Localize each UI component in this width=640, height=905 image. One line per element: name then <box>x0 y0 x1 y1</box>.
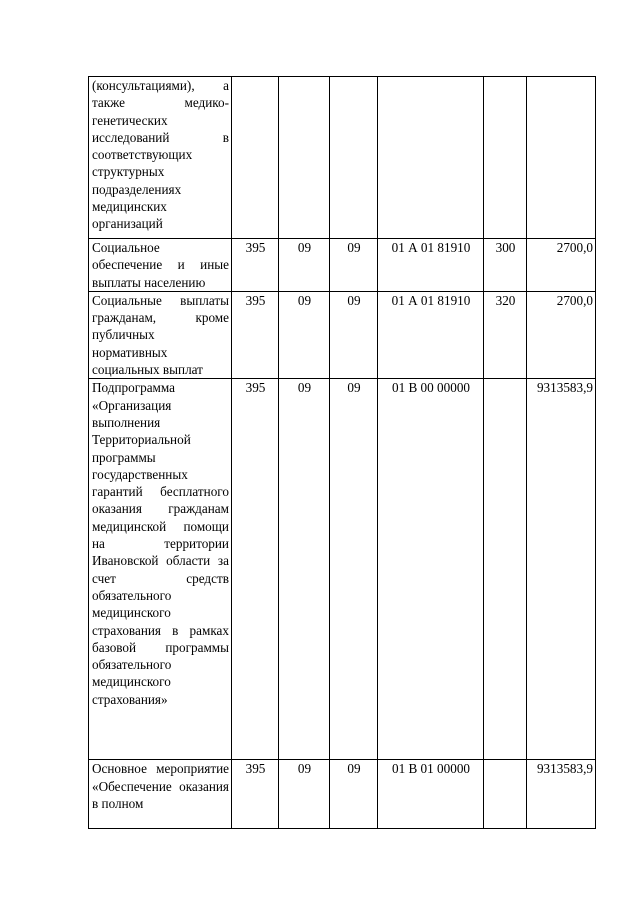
row-podrazdel-cell: 09 <box>330 291 378 378</box>
row-vr-cell <box>484 760 527 829</box>
row-csr-cell: 01 А 01 81910 <box>378 291 484 378</box>
budget-table <box>88 76 596 829</box>
table-row <box>89 77 596 239</box>
row-name-cell: Основное мероприятие «Обеспечение оказания в полном <box>89 760 232 829</box>
row-grbs-cell: 395 <box>232 291 279 378</box>
row-vr-cell <box>484 77 527 239</box>
row-razdel-cell: 09 <box>279 291 330 378</box>
row-csr-cell <box>378 77 484 239</box>
row-grbs-cell: 395 <box>232 239 279 292</box>
row-podrazdel-cell: 09 <box>330 239 378 292</box>
row-podrazdel-cell <box>330 77 378 239</box>
row-vr-cell: 300 <box>484 239 527 292</box>
row-name-cell: Социальное обеспечение и иные выплаты населению <box>89 239 232 292</box>
row-razdel-cell: 09 <box>279 379 330 760</box>
row-vr-cell: 320 <box>484 291 527 378</box>
row-csr-cell: 01 В 01 00000 <box>378 760 484 829</box>
row-csr-cell: 01 В 00 00000 <box>378 379 484 760</box>
row-amount-cell: 2700,0 <box>527 239 596 292</box>
row-razdel-cell: 09 <box>279 760 330 829</box>
table-row <box>89 760 596 829</box>
row-csr-cell: 01 А 01 81910 <box>378 239 484 292</box>
table-row <box>89 291 596 378</box>
row-razdel-cell <box>279 77 330 239</box>
row-name-cell: (консультациями), а также медико-генетических исследований в соответствующих структурных подразделениях медицинских организаций <box>89 77 232 239</box>
row-podrazdel-cell: 09 <box>330 379 378 760</box>
table-row <box>89 379 596 760</box>
row-name-cell: Подпрограмма «Организация выполнения Территориальной программы государственных гарантий бесплатного оказания гражданам медицинской помощи на территории Ивановской области за счет средств обязательного медицинского страхования в рамках базовой программы обязательного медицинского страхования» <box>89 379 232 760</box>
row-grbs-cell: 395 <box>232 760 279 829</box>
row-razdel-cell: 09 <box>279 239 330 292</box>
row-name-cell: Социальные выплаты гражданам, кроме публичных нормативных социальных выплат <box>89 291 232 378</box>
row-amount-cell: 2700,0 <box>527 291 596 378</box>
row-grbs-cell <box>232 77 279 239</box>
row-amount-cell: 9313583,9 <box>527 760 596 829</box>
row-amount-cell: 9313583,9 <box>527 379 596 760</box>
table-row <box>89 239 596 292</box>
row-podrazdel-cell: 09 <box>330 760 378 829</box>
row-grbs-cell: 395 <box>232 379 279 760</box>
row-vr-cell <box>484 379 527 760</box>
row-amount-cell <box>527 77 596 239</box>
